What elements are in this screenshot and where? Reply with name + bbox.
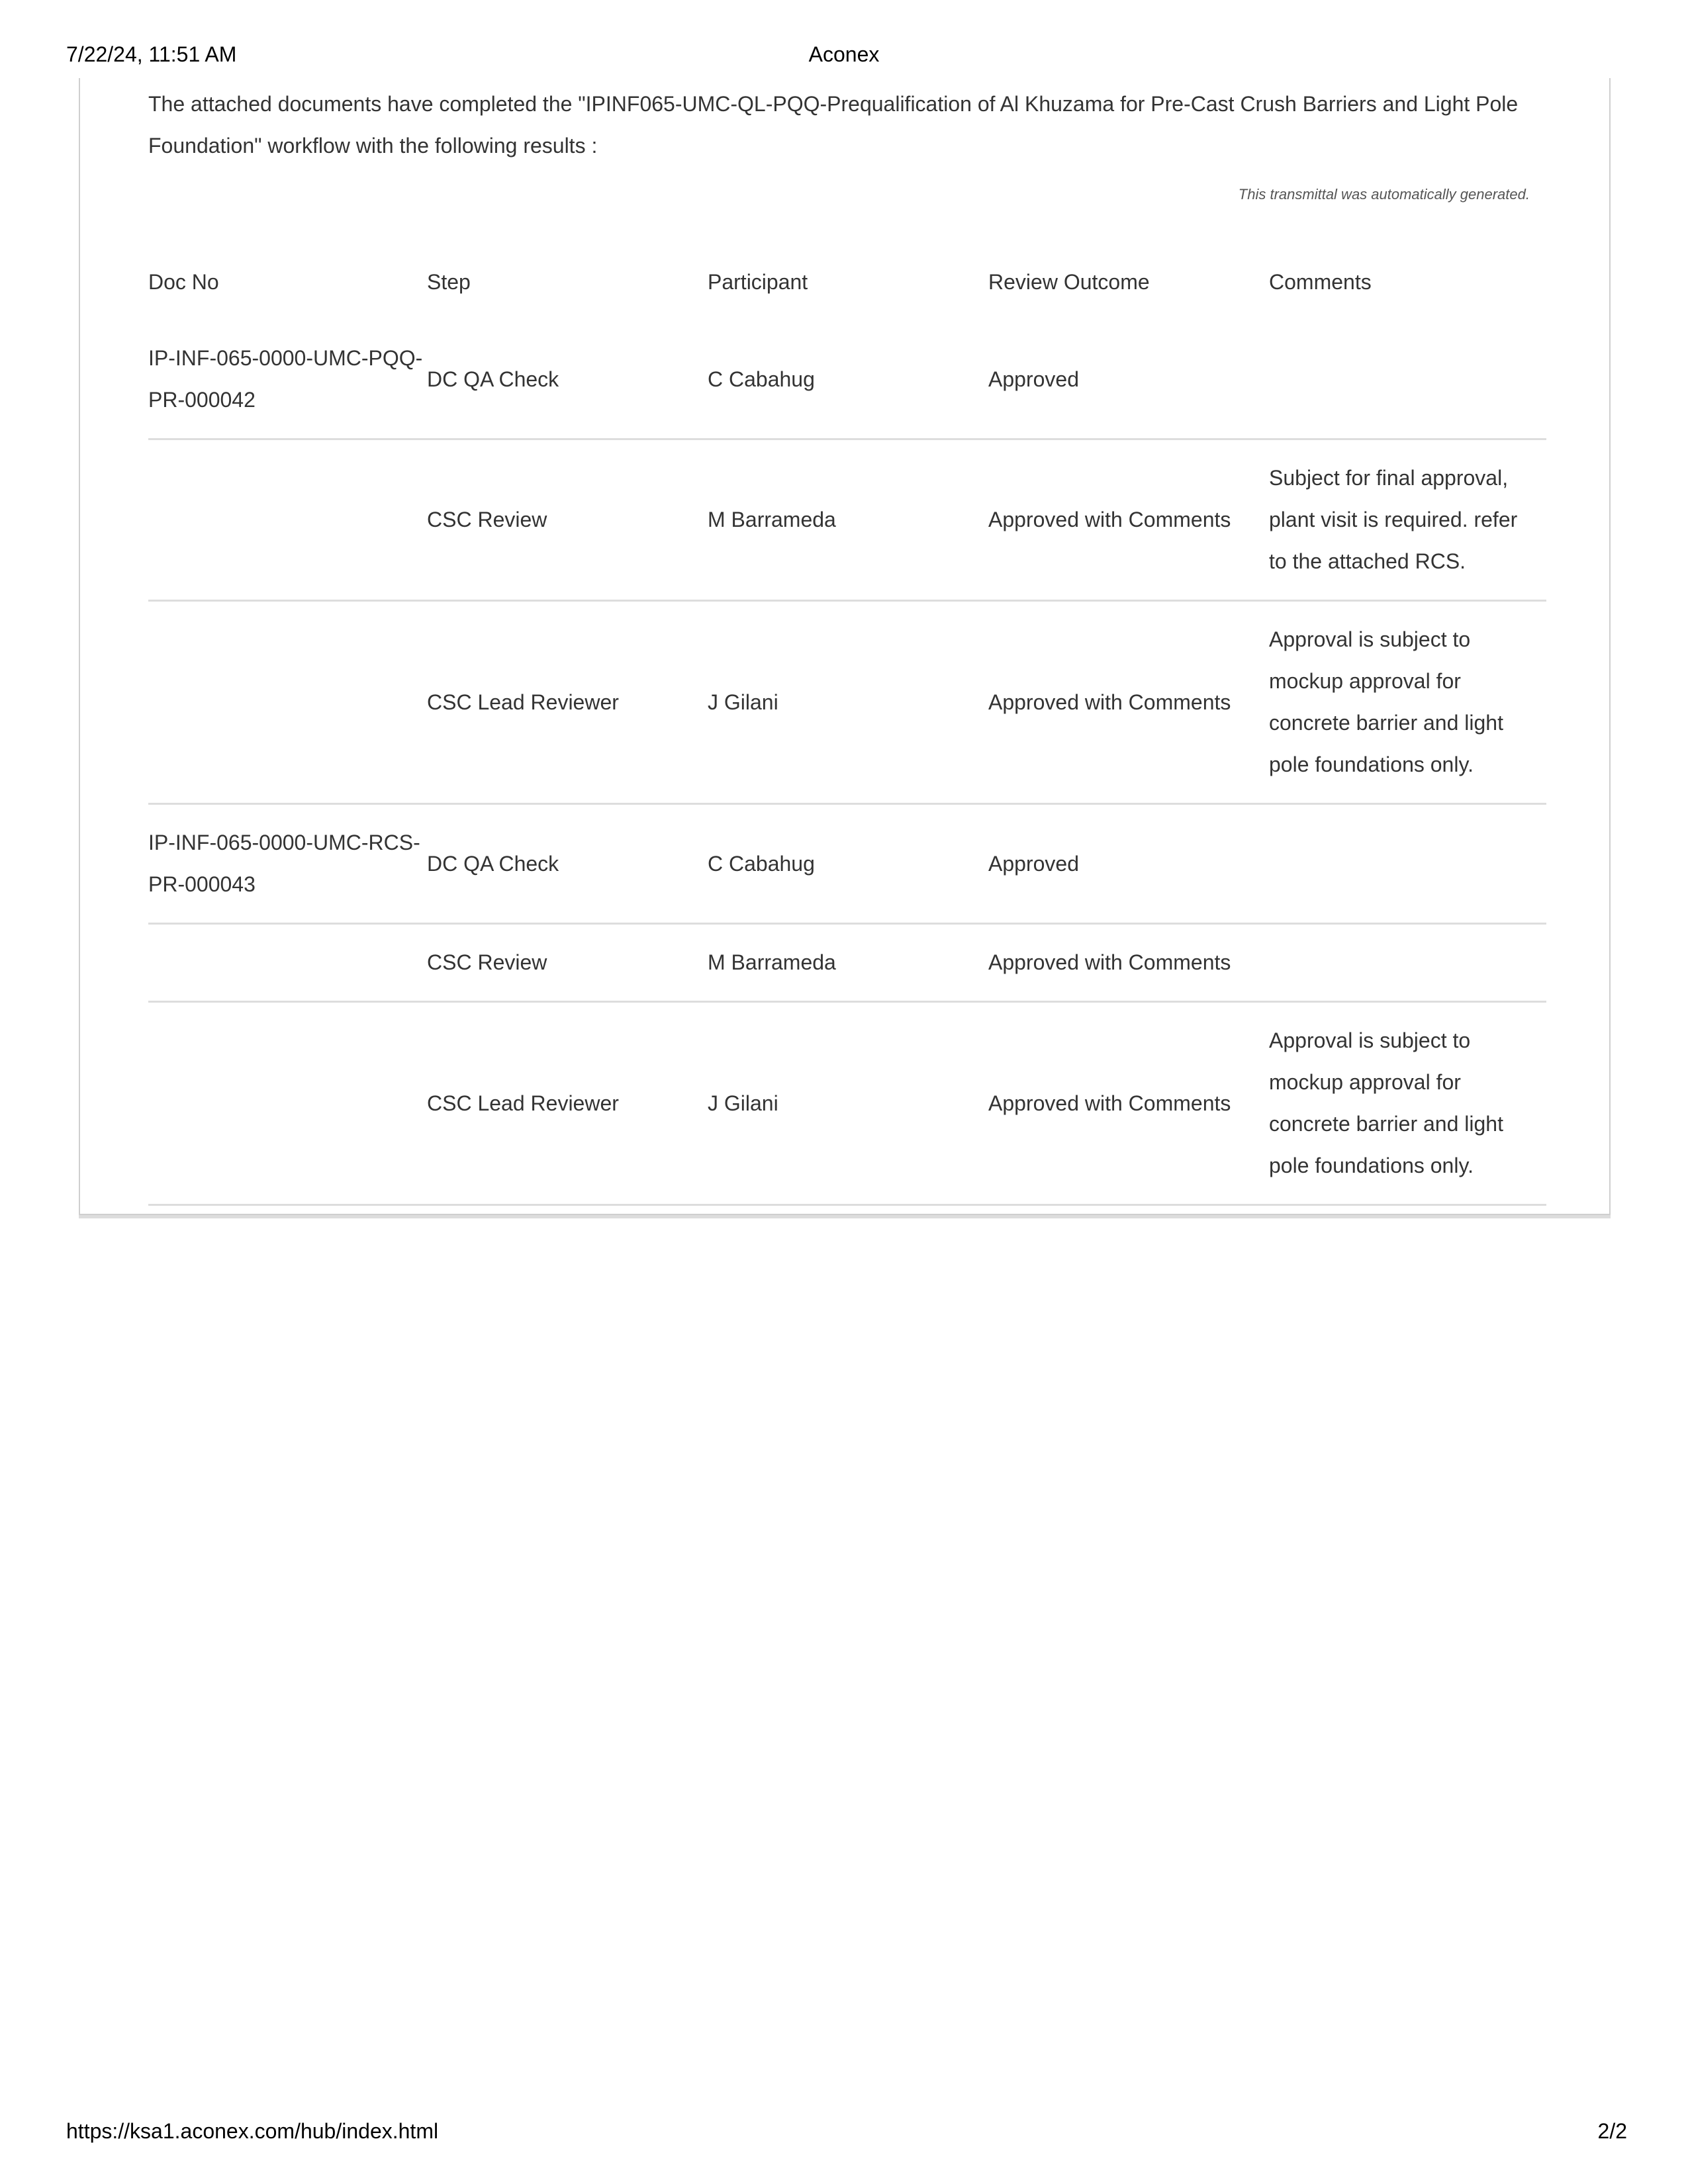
workflow-intro-text: The attached documents have completed the "IPINF065-UMC-QL-PQQ-Prequalification of Al Khuzama for Pre-Cast Crush Barriers and Light Pole Foundation" workflow with the following results : xyxy=(148,92,1519,158)
table-row xyxy=(148,804,1546,924)
cell-participant: J Gilani xyxy=(708,1002,988,1205)
print-footer-page-number: 2/2 xyxy=(1597,2119,1627,2143)
cell-doc-no xyxy=(148,1002,427,1205)
table-row xyxy=(148,320,1546,439)
cell-participant: C Cabahug xyxy=(708,320,988,439)
cell-review-outcome: Approved xyxy=(988,804,1269,924)
cell-comments: Approval is subject to mockup approval for concrete barrier and light pole foundations only. xyxy=(1269,601,1546,804)
workflow-results-table xyxy=(148,244,1546,1206)
table-row xyxy=(148,601,1546,804)
cell-review-outcome: Approved with Comments xyxy=(988,601,1269,804)
cell-step: CSC Lead Reviewer xyxy=(427,601,708,804)
print-header-title: Aconex xyxy=(808,42,880,66)
print-footer-url: https://ksa1.aconex.com/hub/index.html xyxy=(66,2119,439,2143)
auto-generated-note: This transmittal was automatically generated. xyxy=(1238,186,1530,203)
transmittal-panel xyxy=(79,78,1611,1215)
cell-participant: J Gilani xyxy=(708,601,988,804)
cell-step: CSC Lead Reviewer xyxy=(427,1002,708,1205)
cell-comments xyxy=(1269,804,1546,924)
cell-participant: M Barrameda xyxy=(708,924,988,1002)
table-row xyxy=(148,1002,1546,1205)
cell-step: DC QA Check xyxy=(427,320,708,439)
cell-comments: Approval is subject to mockup approval for concrete barrier and light pole foundations only. xyxy=(1269,1002,1546,1205)
cell-participant: M Barrameda xyxy=(708,439,988,601)
cell-comments xyxy=(1269,924,1546,1002)
cell-review-outcome: Approved with Comments xyxy=(988,1002,1269,1205)
header-doc-no: Doc No xyxy=(148,269,219,294)
cell-participant: C Cabahug xyxy=(708,804,988,924)
table-header-row xyxy=(148,244,1546,320)
cell-doc-no xyxy=(148,439,427,601)
header-step: Step xyxy=(427,269,471,294)
cell-comments: Subject for final approval, plant visit is required. refer to the attached RCS. xyxy=(1269,439,1546,601)
cell-review-outcome: Approved xyxy=(988,320,1269,439)
table-row xyxy=(148,439,1546,601)
header-comments: Comments xyxy=(1269,269,1372,294)
cell-step: CSC Review xyxy=(427,924,708,1002)
header-participant: Participant xyxy=(708,269,808,294)
cell-comments xyxy=(1269,320,1546,439)
cell-review-outcome: Approved with Comments xyxy=(988,924,1269,1002)
cell-doc-no: IP-INF-065-0000-UMC-RCS-PR-000043 xyxy=(148,804,427,924)
table-row xyxy=(148,924,1546,1002)
cell-doc-no xyxy=(148,924,427,1002)
header-review-outcome: Review Outcome xyxy=(988,269,1150,294)
cell-doc-no xyxy=(148,601,427,804)
cell-review-outcome: Approved with Comments xyxy=(988,439,1269,601)
cell-step: DC QA Check xyxy=(427,804,708,924)
cell-step: CSC Review xyxy=(427,439,708,601)
cell-doc-no: IP-INF-065-0000-UMC-PQQ-PR-000042 xyxy=(148,320,427,439)
print-header-datetime: 7/22/24, 11:51 AM xyxy=(66,42,237,66)
